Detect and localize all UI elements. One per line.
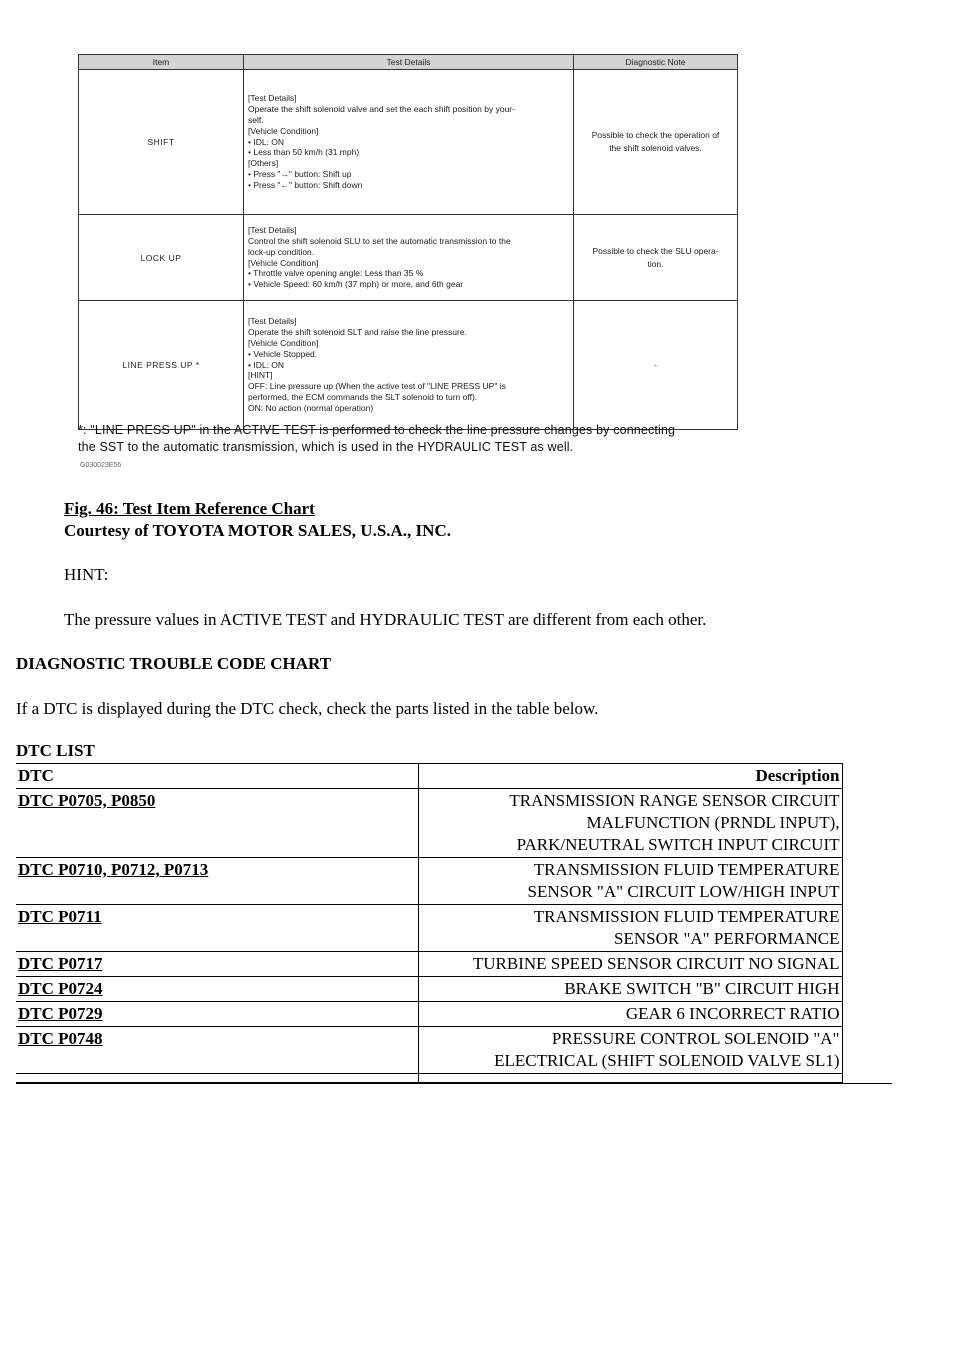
figure-row-line-press-up [79, 301, 738, 430]
figure-footnote [78, 422, 675, 456]
dtc-description [418, 952, 842, 977]
figure-caption-link[interactable]: Fig. 46: Test Item Reference Chart [64, 499, 315, 518]
description-line: PARK/NEUTRAL SWITCH INPUT CIRCUIT [516, 835, 840, 854]
description-line: GEAR 6 INCORRECT RATIO [625, 1004, 840, 1023]
test-item-reference-figure [74, 54, 740, 482]
detail-line: Operate the shift solenoid valve and set the each shift position by your- [248, 104, 515, 115]
dtc-link-p0705-p0850[interactable]: DTC P0705, P0850 [18, 791, 156, 810]
dtc-list-heading: DTC LIST [16, 741, 95, 760]
detail-line: [HINT] [248, 370, 273, 381]
figure-row-lock-up [79, 215, 738, 301]
table-row [16, 789, 842, 858]
description-line: BRAKE SWITCH "B" CIRCUIT HIGH [564, 979, 840, 998]
hint-text: The pressure values in ACTIVE TEST and HYDRAULIC TEST are different from each other. [64, 610, 707, 629]
detail-line: • Less than 50 km/h (31 mph) [248, 147, 360, 158]
detail-line: performed, the ECM commands the SLT solenoid to turn off). [248, 391, 478, 402]
detail-line: • IDL: ON [248, 136, 285, 147]
dtc-link-p0729[interactable]: DTC P0729 [18, 1004, 103, 1023]
description-line: PRESSURE CONTROL SOLENOID "A" [551, 1029, 840, 1048]
table-filler-row [16, 1074, 842, 1083]
footnote-line: *: "LINE PRESS UP" in the ACTIVE TEST is performed to check the line pressure changes by connecting [78, 423, 676, 437]
detail-line: [Vehicle Condition] [248, 257, 319, 268]
detail-line: Control the shift solenoid SLU to set the automatic transmission to the [248, 235, 511, 246]
detail-line: • Press "←" button: Shift down [248, 179, 363, 190]
intro-text: If a DTC is displayed during the DTC check, check the parts listed in the table below. [16, 699, 599, 718]
detail-line: • Vehicle Speed: 60 km/h (37 mph) or more, and 6th gear [248, 279, 464, 290]
detail-line: ON: No action (normal operation) [248, 402, 374, 413]
figure-note-lock-up [574, 215, 738, 301]
description-line: SENSOR "A" PERFORMANCE [614, 929, 840, 948]
note-line: - [654, 359, 657, 370]
detail-line: • IDL: ON [248, 359, 285, 370]
detail-line: [Test Details] [248, 93, 297, 104]
note-line: Possible to check the operation of [591, 130, 720, 140]
figure-header-diagnostic-note: Diagnostic Note [574, 55, 738, 70]
detail-line: [Vehicle Condition] [248, 338, 319, 348]
detail-line: Operate the shift solenoid SLT and raise the line pressure. [248, 327, 467, 338]
figure-details-lock-up [244, 215, 574, 301]
detail-line: • Press "→" button: Shift up [248, 168, 352, 179]
note-line: Possible to check the SLU opera- [592, 245, 719, 256]
description-line: MALFUNCTION (PRNDL INPUT), [586, 813, 840, 832]
detail-line: [Vehicle Condition] [248, 125, 319, 136]
detail-line: • Throttle valve opening angle: Less than 35 % [248, 268, 424, 279]
note-line: tion. [647, 258, 664, 269]
detail-line: • Vehicle Stopped. [248, 348, 318, 359]
description-line: TRANSMISSION FLUID TEMPERATURE [533, 860, 840, 879]
dtc-description [418, 789, 842, 858]
dtc-link-p0717[interactable]: DTC P0717 [18, 954, 103, 973]
figure-image-code: G030023E56 [80, 462, 122, 469]
dtc-link-p0748[interactable]: DTC P0748 [18, 1029, 103, 1048]
figure-item-shift: SHIFT [79, 70, 244, 215]
table-row [16, 858, 842, 905]
detail-line: [Test Details] [248, 316, 297, 327]
detail-line: OFF: Line pressure up (When the active test of "LINE PRESS UP" is [248, 381, 506, 392]
dtc-header-description: Description [418, 764, 842, 789]
description-line: SENSOR "A" CIRCUIT LOW/HIGH INPUT [527, 882, 840, 901]
figure-header-row [79, 55, 738, 70]
detail-line: lock-up condition. [248, 246, 315, 257]
page-bottom-rule [16, 1083, 892, 1084]
description-line: TURBINE SPEED SENSOR CIRCUIT NO SIGNAL [472, 954, 840, 973]
note-line: the shift solenoid valves. [609, 143, 702, 153]
dtc-description [418, 905, 842, 952]
dtc-header-code: DTC [16, 764, 418, 789]
table-row [16, 952, 842, 977]
table-row [16, 1002, 842, 1027]
dtc-description [418, 1027, 842, 1074]
dtc-description [418, 977, 842, 1002]
figure-details-shift [244, 70, 574, 215]
figure-table [78, 54, 738, 430]
dtc-description [418, 1002, 842, 1027]
description-line: ELECTRICAL (SHIFT SOLENOID VALVE SL1) [494, 1051, 840, 1070]
figure-note-line-press-up [574, 301, 738, 430]
figure-item-lock-up: LOCK UP [79, 215, 244, 301]
detail-line: [Others] [248, 158, 279, 169]
dtc-table [16, 763, 843, 1083]
table-row [16, 1027, 842, 1074]
table-row [16, 977, 842, 1002]
figure-header-test-details: Test Details [244, 55, 574, 70]
detail-line: [Test Details] [248, 225, 297, 236]
figure-header-item: Item [79, 55, 244, 70]
description-line: TRANSMISSION FLUID TEMPERATURE [533, 907, 840, 926]
dtc-link-p0724[interactable]: DTC P0724 [18, 979, 103, 998]
hint-label: HINT: [64, 565, 109, 584]
figure-details-line-press-up [244, 301, 574, 430]
figure-courtesy: Courtesy of TOYOTA MOTOR SALES, U.S.A., INC. [64, 521, 451, 540]
figure-row-shift [79, 70, 738, 215]
detail-line: self. [248, 115, 264, 125]
section-heading: DIAGNOSTIC TROUBLE CODE CHART [16, 654, 332, 673]
table-row [16, 905, 842, 952]
footnote-line: the SST to the automatic transmission, which is used in the HYDRAULIC TEST as well. [78, 440, 574, 454]
dtc-link-p0710-p0712-p0713[interactable]: DTC P0710, P0712, P0713 [18, 860, 209, 879]
dtc-description [418, 858, 842, 905]
description-line: TRANSMISSION RANGE SENSOR CIRCUIT [509, 791, 840, 810]
figure-item-line-press-up: LINE PRESS UP * [79, 301, 244, 430]
dtc-header-row [16, 764, 842, 789]
dtc-link-p0711[interactable]: DTC P0711 [18, 907, 102, 926]
figure-note-shift [574, 70, 738, 215]
